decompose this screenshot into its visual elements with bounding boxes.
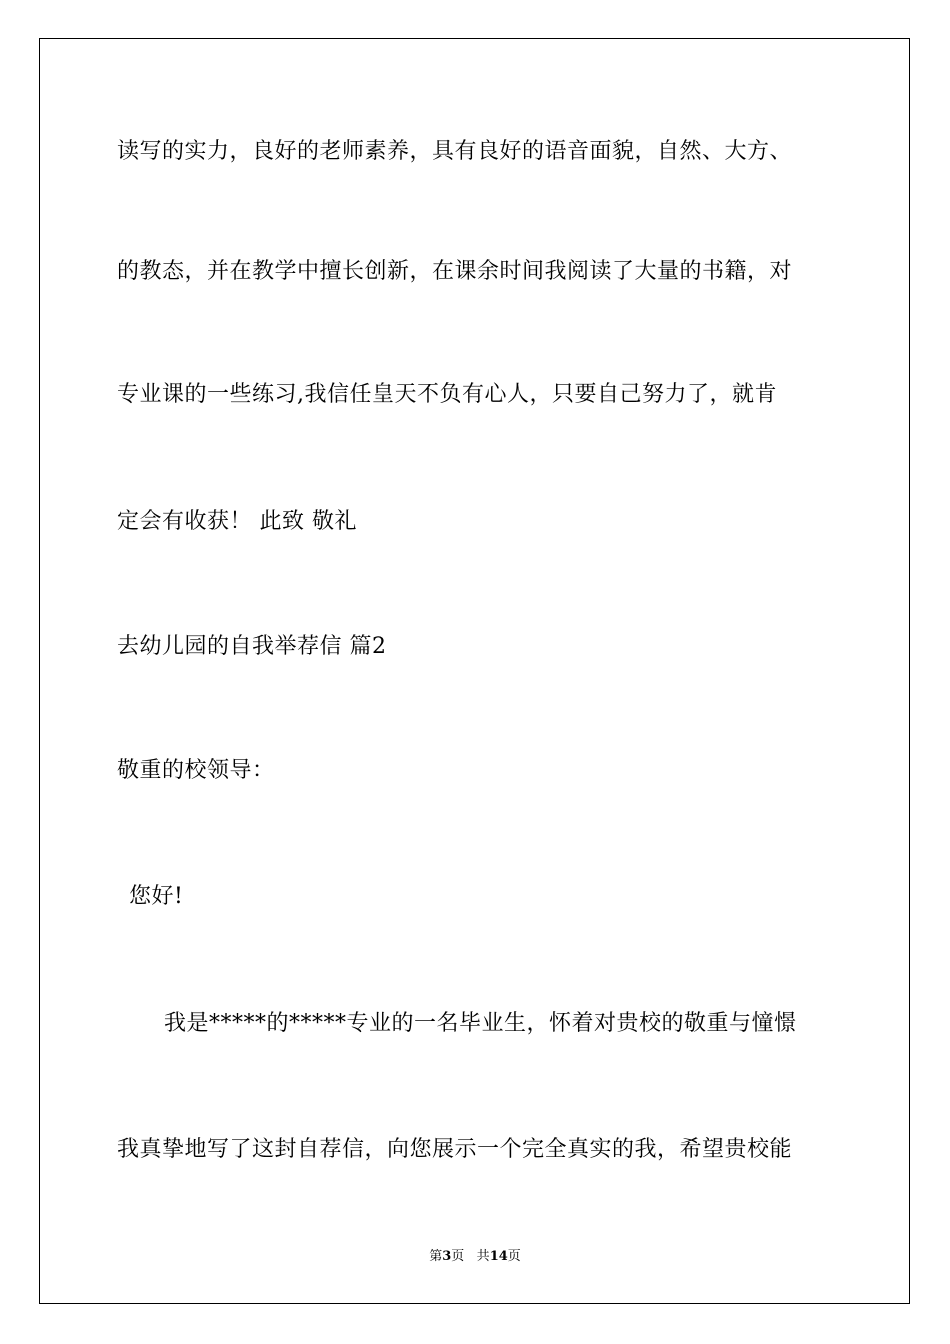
closing-line: 定会有收获！ 此致 敬礼 — [117, 509, 357, 534]
body-text-line: 我真挚地写了这封自荐信，向您展示一个完全真实的我，希望贵校能 — [117, 1137, 793, 1162]
body-text-line: 读写的实力，良好的老师素养，具有良好的语音面貌，自然、大方、 — [117, 139, 793, 164]
body-text-line: 的教态，并在教学中擅长创新，在课余时间我阅读了大量的书籍，对 — [117, 259, 793, 284]
total-prefix: 共 — [476, 1249, 490, 1264]
total-suffix: 页 — [507, 1249, 521, 1264]
page-current-number: 3 — [442, 1249, 452, 1264]
page-total-number: 14 — [489, 1249, 508, 1264]
greeting: 您好! — [129, 884, 184, 909]
section-heading: 去幼儿园的自我举荐信 篇2 — [117, 634, 387, 659]
page-footer — [0, 1248, 950, 1266]
body-text-line: 我是*****的*****专业的一名毕业生，怀着对贵校的敬重与憧憬 — [164, 1011, 797, 1036]
salutation: 敬重的校领导： — [117, 758, 275, 783]
page-prefix: 第 — [429, 1249, 443, 1264]
body-text-line: 专业课的一些练习,我信任皇天不负有心人，只要自己努力了，就肯 — [117, 382, 777, 407]
page-border — [39, 38, 910, 1304]
page-suffix: 页 — [451, 1249, 465, 1264]
